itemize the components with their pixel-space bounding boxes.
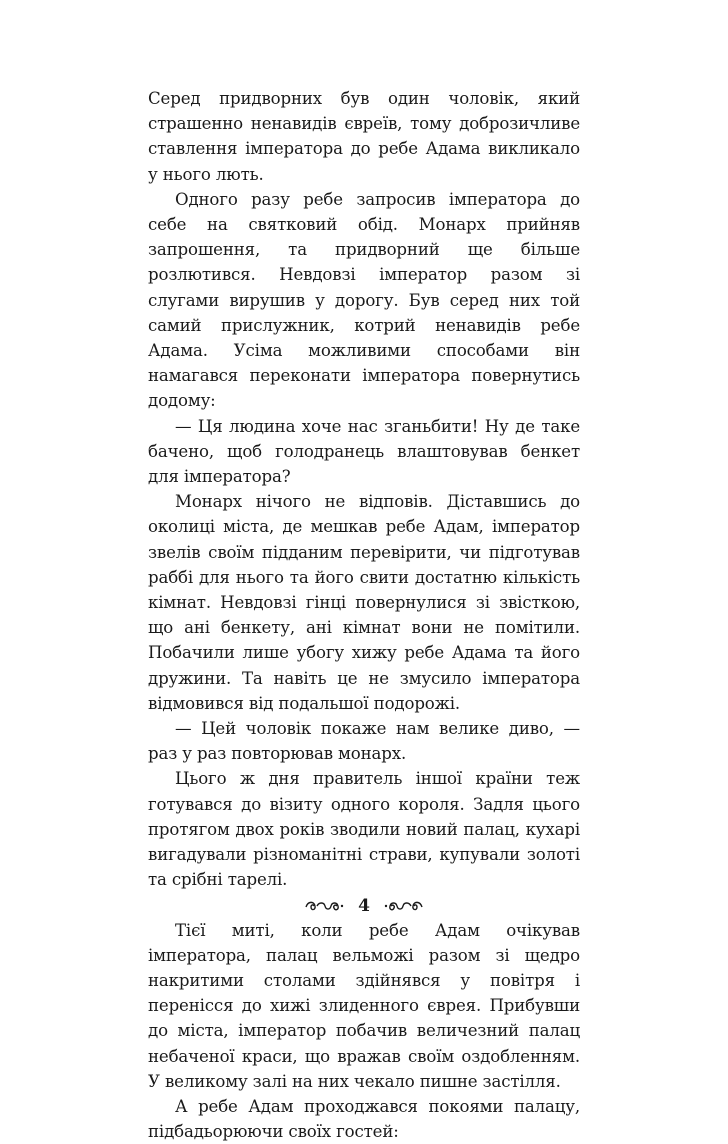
page-footer [0,896,728,916]
paragraph-3-dialogue: — Ця людина хоче нас зганьбити! Ну де таке бачено, щоб голодранець влаштовував бенкет для імператора? [148,416,580,487]
paragraph-8: А ребе Адам проходжався покоями палацу, підбадьорюючи своїх гостей: [148,1096,580,1142]
left-flourish-ornament-icon [304,898,344,914]
paragraph-2: Одного разу ребе запросив імператора до себе на святковий обід. Монарх прийняв запрошення, та придворний ще більше розлютився. Невдовзі імператор разом зі слугами вирушив у дорогу. Був серед них той самий прислужник, котрий ненавидів ребе Адама. Усіма можливими способами він намагався переконати імператора повернутись додому: [148,189,580,411]
paragraph-5-dialogue: — Цей чоловік покаже нам велике диво, — раз у раз повторював монарх. [148,719,580,764]
paragraph-1: Серед придворних був один чоловік, який страшенно ненавидів євреїв, тому доброзичливе ставлення імператора до ребе Адама викликало у нього лють. [148,89,580,184]
right-flourish-ornament-icon [384,898,424,914]
paragraph-7: Тієї миті, коли ребе Адам очікував імператора, палац вельможі разом зі щедро накритими столами здійнявся у повітря і перенісся до хижі злиденного єврея. Прибувши до міста, імператор побачив величезний палац небаченої краси, що вражав своїм оздобленням. У великому залі на них чекало пишне застілля. [148,920,580,1091]
page-body [148,86,580,1144]
page-number: 4 [358,896,370,916]
paragraph-4: Монарх нічого не відповів. Діставшись до околиці міста, де мешкав ребе Адам, імператор звелів своїм підданим перевірити, чи підготував раббі для нього та його свити достатню кількість кімнат. Невдовзі гінці повернулися зі звісткою, що ані бенкету, ані кімнат вони не помітили. Побачили лише убогу хижу ребе Адама та його дружини. Та навіть це не змусило імператора відмовився від подальшої подорожі. [148,492,580,713]
paragraph-6: Цього ж дня правитель іншої країни теж готувався до візиту одного короля. Задля цього протягом двох років зводили новий палац, кухарі вигадували різноманітні страви, купували золоті та срібні тарелі. [148,769,580,890]
